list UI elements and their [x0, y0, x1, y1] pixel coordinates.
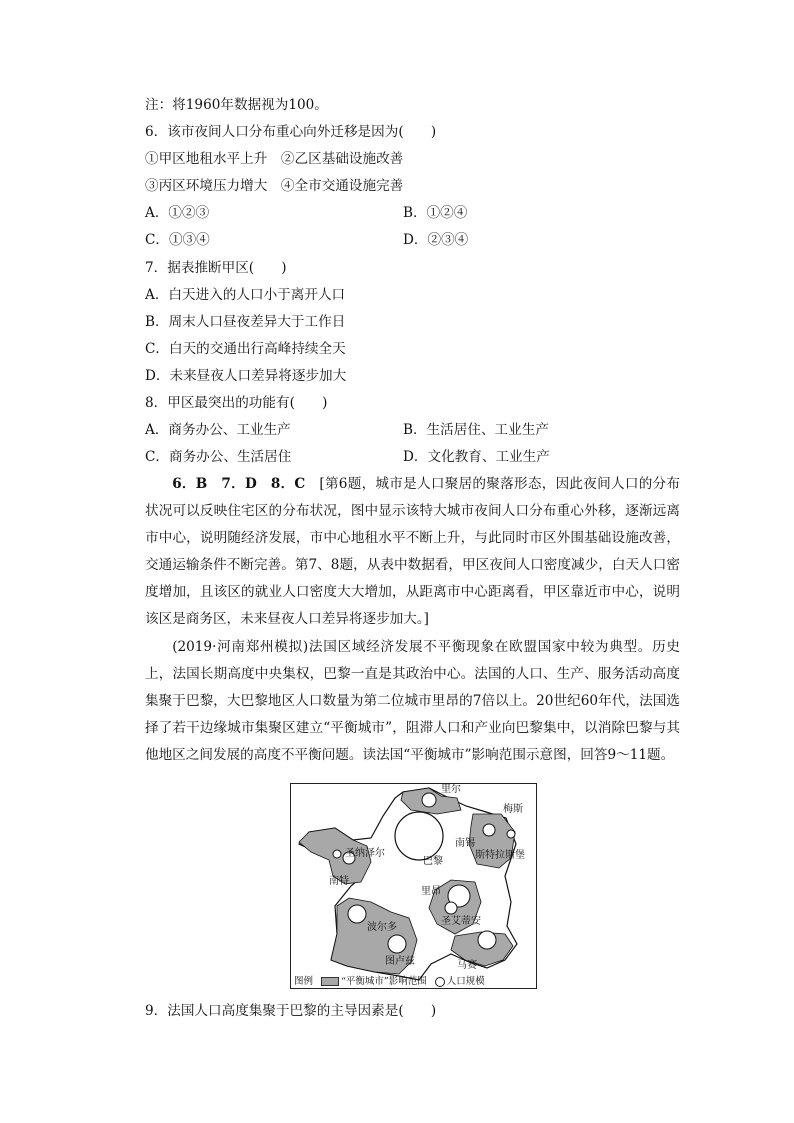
question-8-option-c: C．商务办公、生活居住 [145, 449, 292, 465]
question-7-option: B．周末人口昼夜差异大于工作日 [145, 314, 346, 330]
map-label-marseille: 马赛 [457, 960, 477, 971]
answer-explanation [145, 471, 680, 633]
question-6-option-d: D．②③④ [403, 232, 469, 248]
legend-area-label: “平衡城市”影响范围 [341, 976, 427, 987]
map-label-saint-nazaire: 圣纳泽尔 [345, 848, 385, 859]
city-circle-marseille [478, 931, 496, 949]
map-label-nantes: 南特 [329, 876, 349, 887]
map-label-toulouse: 图卢兹 [385, 956, 415, 967]
question-7-option: D．未来昼夜人口差异将逐步加大 [145, 368, 347, 384]
answer-key: 6．B 7．D 8．C [172, 476, 306, 492]
map-label-paris: 巴黎 [423, 856, 443, 867]
answer-text: [第6题，城市是人口聚居的聚落形态，因此夜间人口的分布状况可以反映住宅区的分布状况，图中显示该特大城市夜间人口分布重心外移，逐渐远离市中心，说明随经济发展，市中心地租水平不断上升，与此同时市区外围基础设施改善，交通运输条件不断完善。第7、8题，从表中数据看，甲区夜间人口密度减少，白天人口密度增加，且该区的就业人口密度大大增加，从距离市中心距离看，甲区靠近市中心，说明该区是商务区，未来昼夜人口差异将逐步加大。] [145, 476, 681, 627]
map-label-strasbourg: 斯特拉斯堡 [475, 850, 525, 861]
legend-title: 图例 [294, 976, 314, 987]
city-circle-lille [422, 793, 436, 807]
map-label-saint-etienne: 圣艾蒂安 [441, 916, 481, 927]
map-legend [294, 976, 485, 987]
question-7-option: C．白天的交通出行高峰持续全天 [145, 341, 346, 357]
map-label-bordeaux: 波尔多 [367, 922, 397, 933]
legend-area-swatch [321, 977, 339, 986]
question-6-item: ③丙区环境压力增大 ④全市交通设施完善 [145, 178, 404, 194]
question-6-option-c: C．①③④ [145, 232, 210, 248]
city-circle-bordeaux [348, 905, 366, 923]
question-7-stem: 7．据表推断甲区( ) [145, 260, 287, 276]
question-8-option-a: A．商务办公、工业生产 [145, 422, 291, 438]
city-circle-toulouse [388, 935, 406, 953]
question-6-option-a: A．①②③ [145, 205, 210, 221]
table-note: 注：将1960年数据视为100。 [145, 97, 328, 113]
city-circle-saint-nazaire [333, 850, 341, 858]
question-6-option-b: B．①②④ [403, 205, 468, 221]
city-circle-strasbourg [507, 830, 515, 838]
question-7-option: A．白天进入的人口小于离开人口 [145, 287, 346, 303]
question-8-stem: 8．甲区最突出的功能有( ) [145, 395, 328, 411]
city-circle-saint-etienne [445, 902, 457, 914]
question-8-option-b: B．生活居住、工业生产 [403, 422, 549, 438]
city-circle-paris [395, 812, 443, 860]
map-label-metz: 梅斯 [503, 804, 523, 815]
map-label-nancy: 南锡 [455, 838, 475, 849]
map-label-lille: 里尔 [441, 784, 461, 795]
legend-circle-icon [435, 977, 445, 987]
map-label-lyon: 里昂 [421, 886, 441, 897]
question-9-stem: 9．法国人口高度集聚于巴黎的主导因素是( ) [145, 1003, 437, 1019]
question-6-item: ①甲区地租水平上升 ②乙区基础设施改善 [145, 151, 404, 167]
question-8-option-d: D．文化教育、工业生产 [403, 449, 550, 465]
city-circle-metz [483, 824, 495, 836]
question-6-stem: 6．该市夜间人口分布重心向外迁移是因为( ) [145, 124, 437, 140]
france-map-figure [290, 783, 537, 989]
reading-intro: (2019·河南郑州模拟)法国区域经济发展不平衡现象在欧盟国家中较为典型。历史上，法国长期高度中央集权，巴黎一直是其政治中心。法国的人口、生产、服务活动高度集聚于巴黎，大巴黎地区人口数量为第二位城市里昂的7倍以上。20世纪60年代，法国选择了若干边缘城市集聚区建立“平衡城市”，阻滞人口和产业向巴黎集中，以消除巴黎与其他地区之间发展的高度不平衡问题。读法国“平衡城市”影响范围示意图，回答9～11题。 [145, 639, 680, 763]
legend-circle-label: 人口规模 [446, 976, 485, 987]
